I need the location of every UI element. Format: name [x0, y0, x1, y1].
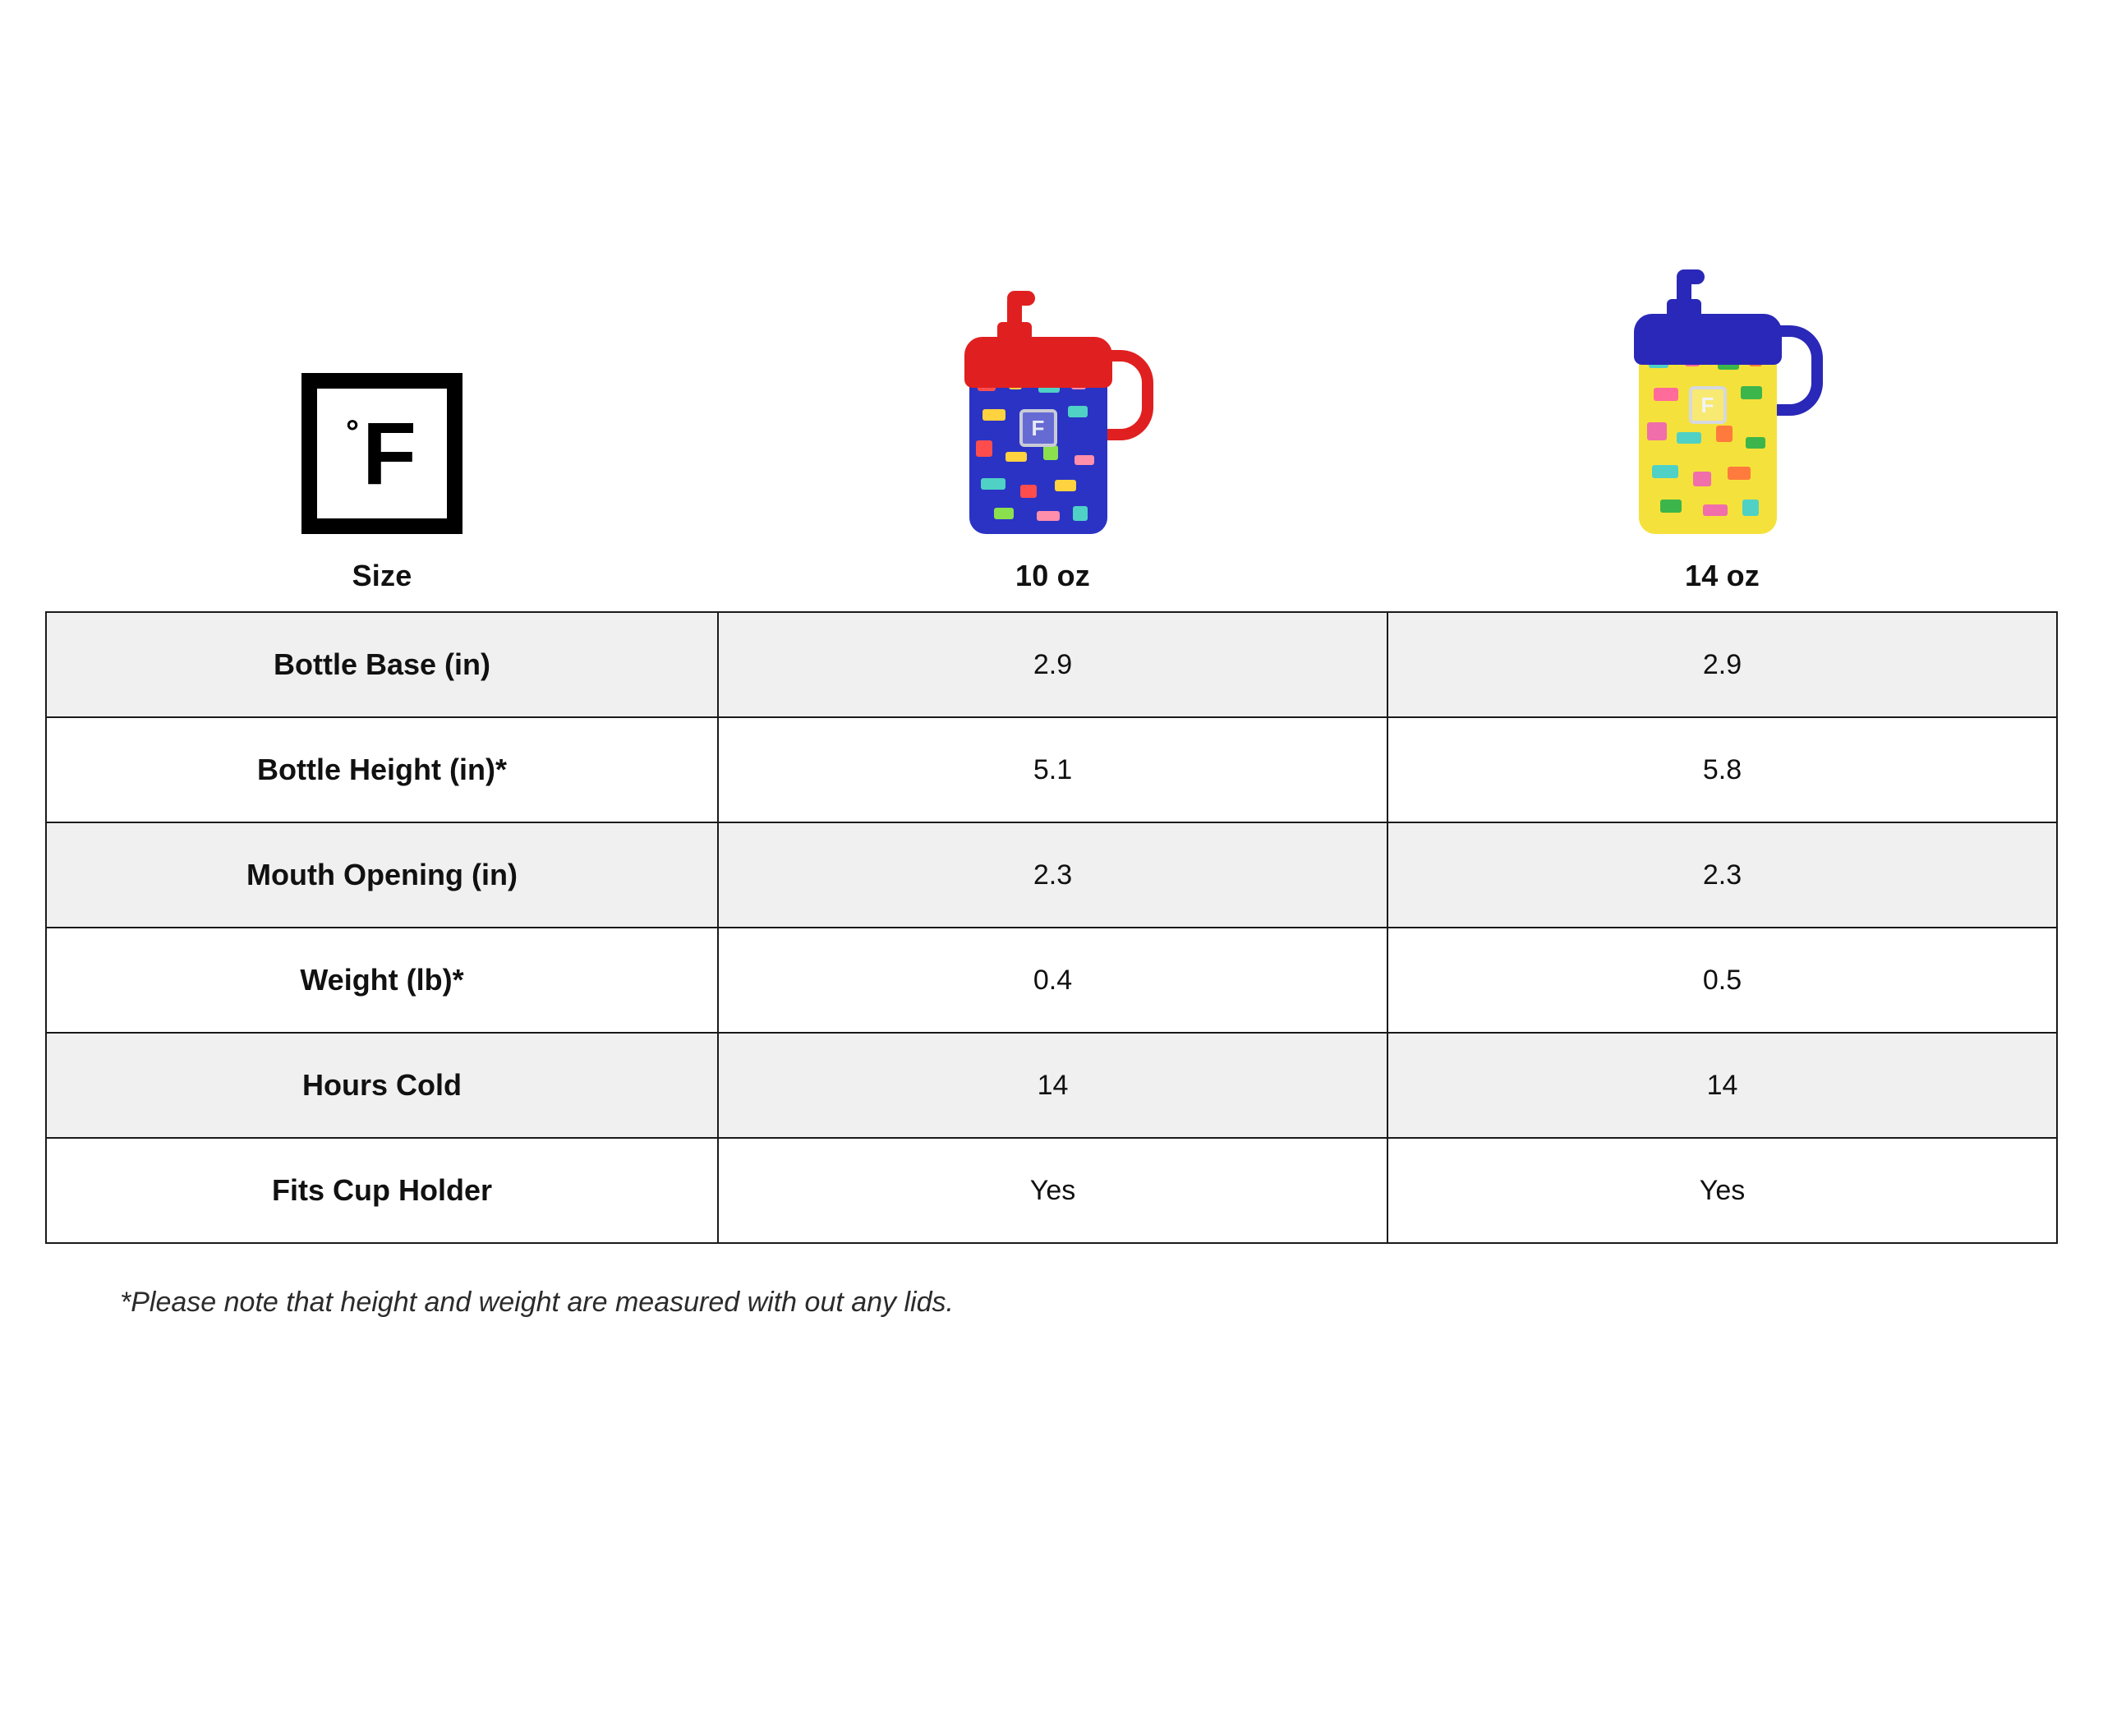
- row-value-14oz: 2.3: [1387, 822, 2057, 928]
- fahrenheit-logo: [301, 373, 462, 534]
- row-label: Bottle Base (in): [46, 612, 718, 717]
- row-value-10oz: Yes: [718, 1138, 1387, 1243]
- bottle-cap: [1634, 314, 1782, 365]
- column-header-10oz: [718, 288, 1387, 611]
- row-value-10oz: 0.4: [718, 928, 1387, 1033]
- table-row: [46, 822, 2057, 928]
- row-value-14oz: 2.9: [1387, 612, 2057, 717]
- size-column-header: [46, 373, 718, 611]
- size-label: Size: [352, 559, 412, 592]
- row-value-10oz: 14: [718, 1033, 1387, 1138]
- bottle-pattern: [969, 370, 1107, 534]
- logo-letter: F: [362, 403, 416, 503]
- row-label: Weight (lb)*: [46, 928, 718, 1033]
- column-label-14oz: 14 oz: [1684, 559, 1760, 592]
- row-value-14oz: 14: [1387, 1033, 2057, 1138]
- table-row: [46, 717, 2057, 822]
- row-value-10oz: 2.9: [718, 612, 1387, 717]
- bottle-body: [969, 370, 1107, 534]
- table-row: [46, 612, 2057, 717]
- bottle-image-14oz: [1616, 271, 1829, 534]
- table-row: [46, 1033, 2057, 1138]
- column-header-14oz: [1387, 271, 2057, 611]
- row-value-14oz: 0.5: [1387, 928, 2057, 1033]
- table-row: [46, 928, 2057, 1033]
- specs-table: [45, 611, 2058, 1244]
- row-value-14oz: 5.8: [1387, 717, 2057, 822]
- row-label: Bottle Height (in)*: [46, 717, 718, 822]
- bottle-body: [1639, 347, 1777, 534]
- row-label: Fits Cup Holder: [46, 1138, 718, 1243]
- row-value-14oz: Yes: [1387, 1138, 2057, 1243]
- footnote-text: *Please note that height and weight are measured with out any lids.: [120, 1287, 954, 1318]
- logo-glyph: [346, 403, 416, 503]
- bottle-badge-10oz: F: [1019, 409, 1057, 447]
- degree-symbol: °: [346, 414, 359, 450]
- row-label: Hours Cold: [46, 1033, 718, 1138]
- row-label: Mouth Opening (in): [46, 822, 718, 928]
- table-row: [46, 1138, 2057, 1243]
- column-label-10oz: 10 oz: [1015, 559, 1091, 592]
- bottle-cap: [964, 337, 1112, 388]
- row-value-10oz: 5.1: [718, 717, 1387, 822]
- bottle-image-10oz: [946, 288, 1160, 534]
- product-header-row: [46, 0, 2057, 611]
- bottle-pattern: [1639, 347, 1777, 534]
- bottle-badge-14oz: F: [1689, 386, 1727, 424]
- row-value-10oz: 2.3: [718, 822, 1387, 928]
